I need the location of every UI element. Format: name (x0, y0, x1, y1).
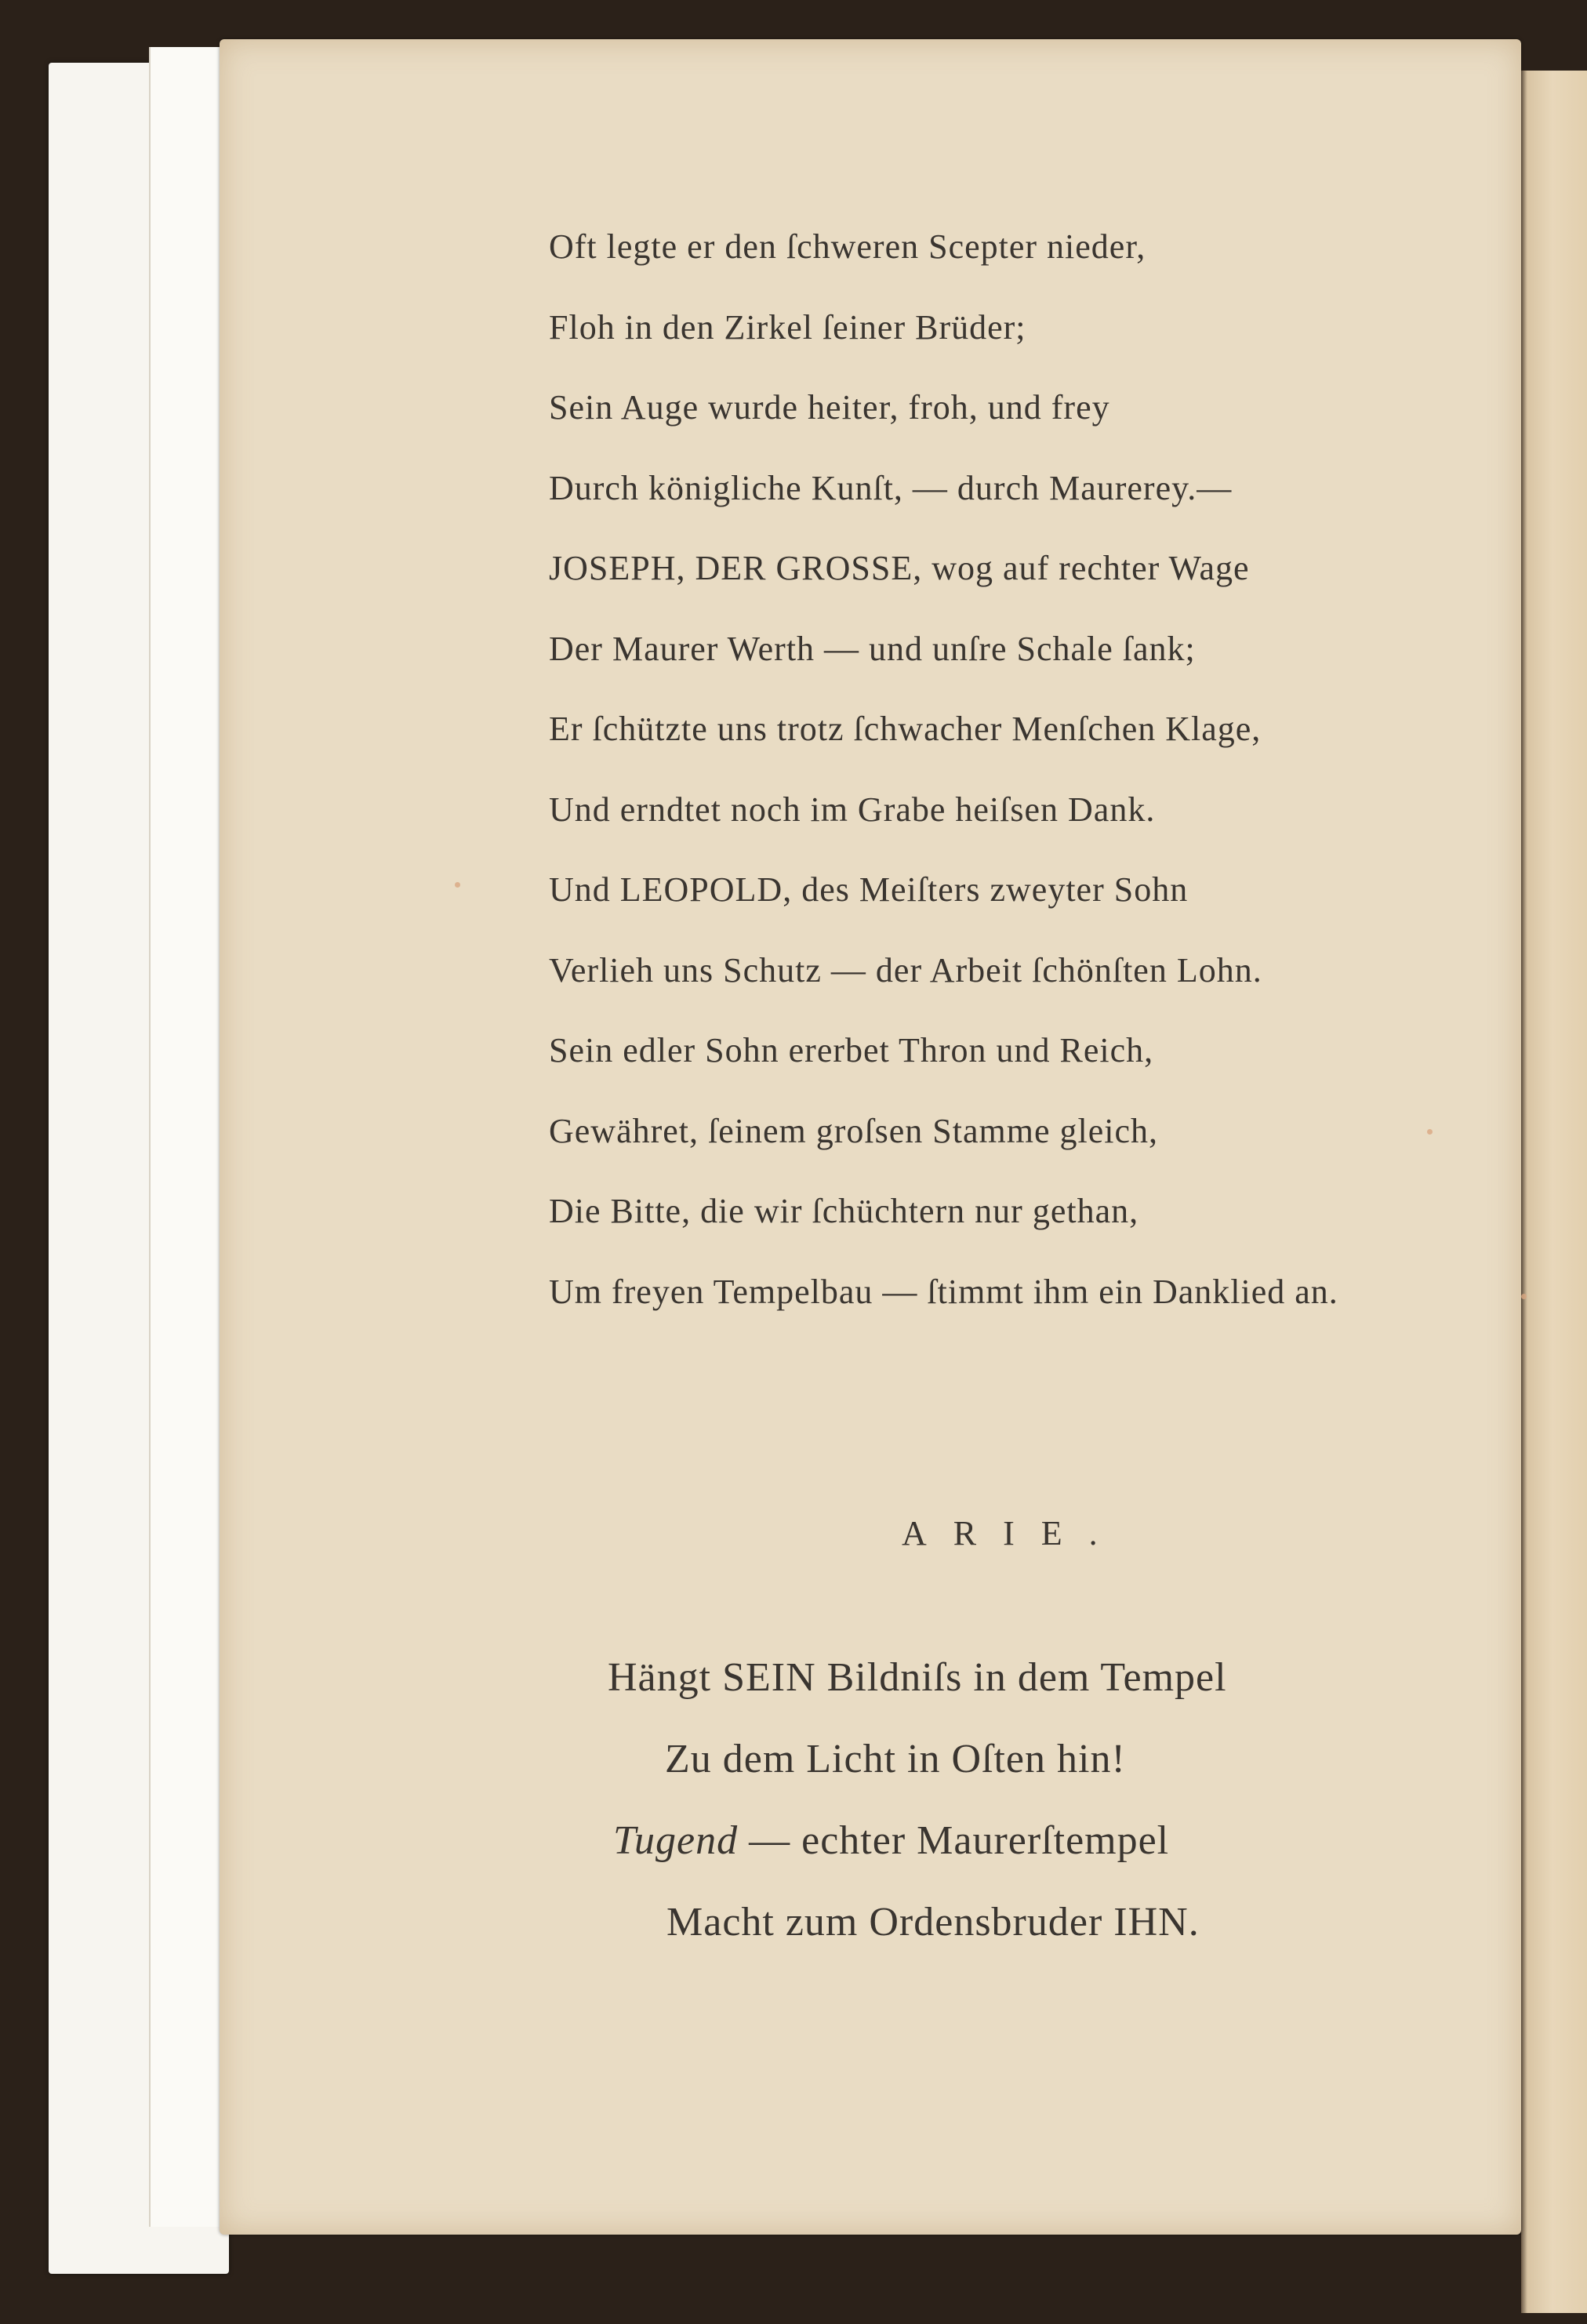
verse-line: JOSEPH, DER GROSSE, wog auf rechter Wage (549, 549, 1250, 587)
verse-line: Gewähret, ſeinem groſsen Stamme gleich, (549, 1111, 1158, 1150)
verse-line: Der Maurer Werth — und unſre Schale ſank; (549, 629, 1196, 668)
verse-line: Durch königliche Kunſt, — durch Maurerey.— (549, 468, 1233, 507)
verse-line: Die Bitte, die wir ſchüchtern nur gethan, (549, 1192, 1139, 1230)
verse-line: Sein Auge wurde heiter, froh, und frey (549, 388, 1110, 427)
aria-line: Macht zum Ordensbruder IHN. (666, 1900, 1200, 1945)
verse-line: Und erndtet noch im Grabe heiſsen Dank. (549, 790, 1156, 829)
aria-line: Hängt SEIN Bildniſs in dem Tempel (608, 1655, 1227, 1700)
aria-line: Zu dem Licht in Oſten hin! (665, 1737, 1126, 1781)
verse-line: Er ſchützte uns trotz ſchwacher Menſchen Klage, (549, 710, 1262, 748)
verse-line: Floh in den Zirkel ſeiner Brüder; (549, 307, 1026, 347)
verse-line: Oft legte er den ſchweren Scepter nieder, (549, 227, 1146, 266)
verse-block (549, 223, 1490, 1349)
facing-page-edge (1521, 71, 1587, 2313)
verse-line: Um freyen Tempelbau — ſtimmt ihm ein Danklied an. (549, 1272, 1338, 1311)
aria-block (549, 1650, 1490, 1977)
verse-line: Verlieh uns Schutz — der Arbeit ſchönſten Lohn. (549, 950, 1262, 990)
verse-line: Und LEOPOLD, des Meiſters zweyter Sohn (549, 870, 1189, 909)
aria-line: Tugend — echter Maurerſtempel (613, 1818, 1170, 1863)
heading-text: ARIE. (902, 1514, 1124, 1552)
paper-stain (455, 882, 460, 888)
verse-line: Sein edler Sohn ererbet Thron und Reich, (549, 1031, 1154, 1069)
paper-stain (1521, 1294, 1527, 1299)
